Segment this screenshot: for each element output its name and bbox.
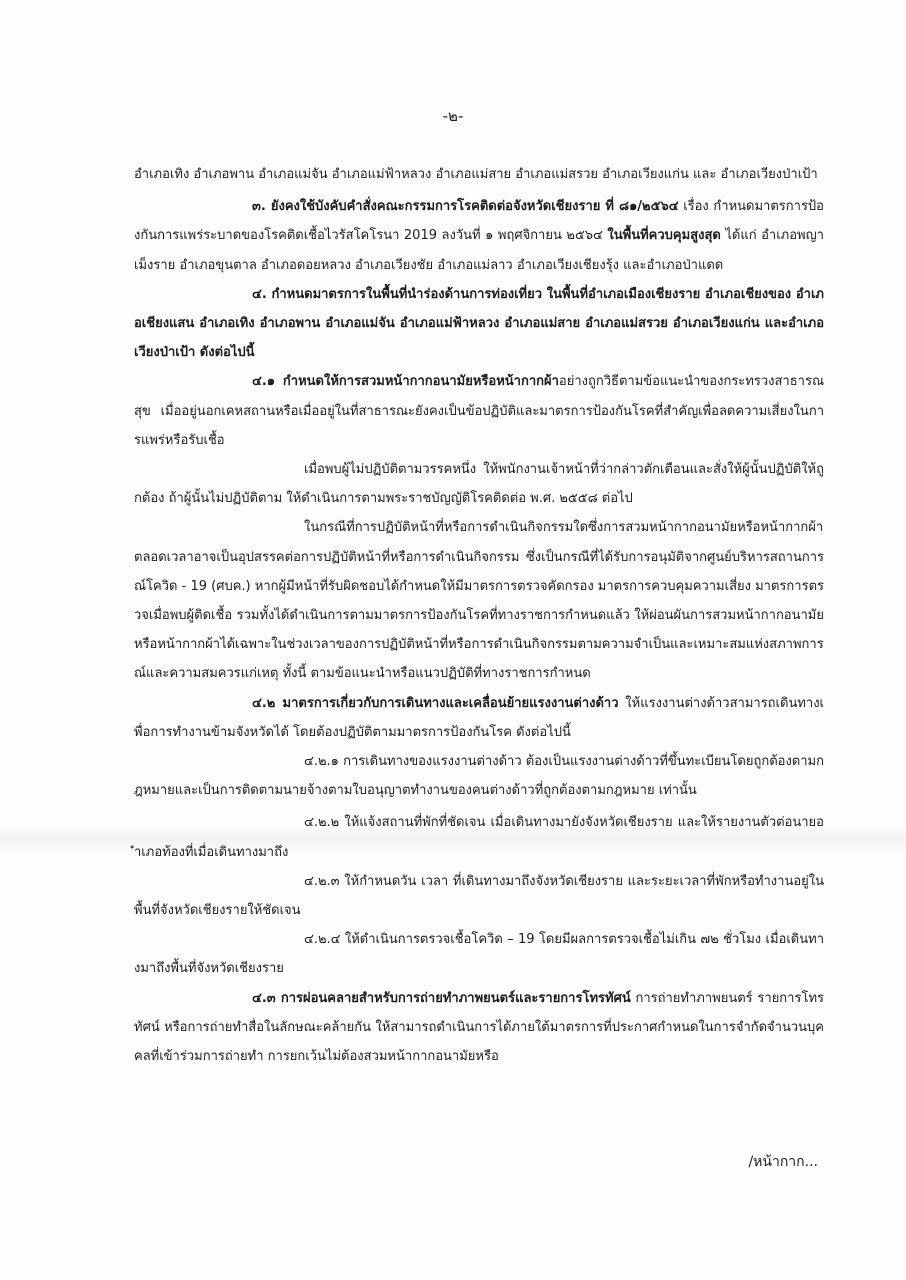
paragraph-4-1-heading: ๔.๑ กำหนดให้การสวมหน้ากากอนามัยหรือหน้ากากผ้า [252, 374, 559, 390]
paragraph-4-3 [134, 984, 824, 1072]
paragraph-4-2-1: ๔.๒.๑ การเดินทางของแรงงานต่างด้าว ต้องเป็นแรงงานต่างด้าวที่ขึ้นทะเบียนโดยถูกต้องตามกฎหมายและเป็นการติดตามนายจ้างตามใบอนุญาตทำงานของคนต่างด้าวที่ถูกต้องตามกฎหมาย เท่านั้น [134, 754, 824, 799]
document-body [134, 160, 824, 1071]
paragraph-3-text-a: เรื่อง กำหนดมาตรการป้องกันการแพร่ระบาดของโรคติดเชื้อไวรัสโคโรนา 2019 ลงวันที่ ๑ พฤศจิกายน ๒๕๖๔ [134, 199, 824, 244]
paragraph-4-2-2: ๔.๒.๒ ให้แจ้งสถานที่พักที่ชัดเจน เมื่อเดินทางมายังจังหวัดเชียงราย และให้รายงานตัวต่อนายอำเภอท้องที่เมื่อเดินทางมาถึง [134, 815, 824, 860]
paragraph-4-3-text: การถ่ายทำภาพยนตร์ รายการโทรทัศน์ หรือการถ่ายทำสื่อในลักษณะคล้ายกัน ให้สามารถดำเนินการได้ภายใต้มาตรการที่ประกาศกำหนดในการจำกัดจำนวนบุคคลที่เข้าร่วมการถ่ายทำ การยกเว้นไม่ต้องสวมหน้ากากอนามัยหรือ [134, 990, 824, 1065]
paragraph-4-1-b: เมื่อพบผู้ไม่ปฏิบัติตามวรรคหนึ่ง ให้พนักงานเจ้าหน้าที่ว่ากล่าวตักเตือนและสั่งให้ผู้นั้นปฏิบัติให้ถูกต้อง ถ้าผู้นั้นไม่ปฏิบัติตาม ให้ดำเนินการตามพระราชบัญญัติโรคติดต่อ พ.ศ. ๒๕๕๘ ต่อไป [134, 462, 824, 507]
paragraph-4 [134, 280, 824, 368]
paragraph-4-2-4: ๔.๒.๔ ให้ดำเนินการตรวจเชื้อโควิด – 19 โดยมีผลการตรวจเชื้อไม่เกิน ๗๒ ชั่วโมง เมื่อเดินทางมาถึงพื้นที่จังหวัดเชียงราย [134, 932, 824, 977]
page-number: -๒- [442, 107, 464, 125]
paragraph-4-3-heading: ๔.๓ การผ่อนคลายสำหรับการถ่ายทำภาพยนตร์และรายการโทรทัศน์ [252, 990, 631, 1006]
paragraph-4-1-text: อย่างถูกวิธีตามข้อแนะนำของกระทรวงสาธารณสุข เมื่ออยู่นอกเคหสถานหรือเมื่ออยู่ในที่สาธารณะยังคงเป็นข้อปฏิบัติและมาตรการป้องกันโรคที่สำคัญเพื่อลดความเสี่ยงในการแพร่หรือรับเชื้อ [134, 374, 824, 448]
paragraph-4-heading: ๔. กำหนดมาตรการในพื้นที่นำร่องด้านการท่องเที่ยว ในพื้นที่อำเภอเมืองเชียงราย อำเภอเชียงของ อำเภอเชียงแสน อำเภอเทิง อำเภอพาน อำเภอแม่จัน อำเภอแม่ฟ้าหลวง อำเภอแม่สาย อำเภอแม่สรวย อำเภอเวียงแก่น และอำเภอเวียงป่าเป้า ดังต่อไปนี้ [134, 286, 824, 361]
paragraph-3 [134, 192, 824, 280]
paragraph-4-1-c: ในกรณีที่การปฏิบัติหน้าที่หรือการดำเนินกิจกรรมใดซึ่งการสวมหน้ากากอนามัยหรือหน้ากากผ้าตลอดเวลาอาจเป็นอุปสรรคต่อการปฏิบัติหน้าที่หรือการดำเนินกิจกรรม ซึ่งเป็นกรณีที่ได้รับการอนุมัติจากศูนย์บริหารสถานการณ์โควิด - 19 (ศบค.) หากผู้มีหน้าที่รับผิดชอบได้กำหนดให้มีมาตรการตรวจคัดกรอง มาตรการควบคุมความเสี่ยง มาตรการตรวจเมื่อพบผู้ติดเชื้อ รวมทั้งได้ดำเนินการตามมาตรการป้องกันโรคที่ทางราชการกำหนดแล้ว ให้ผ่อนผันการสวมหน้ากากอนามัยหรือหน้ากากผ้าได้เฉพาะในช่วงเวลาของการปฏิบัติหน้าที่หรือการดำเนินกิจกรรมตามความจำเป็นและเหมาะสมแห่งสภาพการณ์และความสมควรแก่เหตุ ทั้งนี้ ตามข้อแนะนำหรือแนวปฏิบัติที่ทางราชการกำหนด [134, 520, 824, 682]
paragraph-4-2 [134, 689, 824, 747]
paragraph-4-2-text: ให้แรงงานต่างด้าวสามารถเดินทางเพื่อการทำงานข้ามจังหวัดได้ โดยต้องปฏิบัติตามมาตรการป้องกันโรค ดังต่อไปนี้ [134, 695, 824, 740]
paragraph-districts: อำเภอเทิง อำเภอพาน อำเภอแม่จัน อำเภอแม่ฟ้าหลวง อำเภอแม่สาย อำเภอแม่สรวย อำเภอเวียงแก่น และ อำเภอเวียงป่าเป้า [134, 167, 818, 182]
paragraph-4-1 [134, 367, 824, 455]
paragraph-3-heading: ๓. ยังคงใช้บังคับคำสั่งคณะกรรมการโรคติดต่อจังหวัดเชียงราย ที่ ๘๑/๒๕๖๔ [252, 199, 679, 215]
paragraph-4-2-heading: ๔.๒ มาตรการเกี่ยวกับการเดินทางและเคลื่อนย้ายแรงงานต่างด้าว [252, 695, 619, 711]
paragraph-4-2-3: ๔.๒.๓ ให้กำหนดวัน เวลา ที่เดินทางมาถึงจังหวัดเชียงราย และระยะเวลาที่พักหรือทำงานอยู่ในพื้นที่จังหวัดเชียงรายให้ชัดเจน [134, 873, 824, 919]
paragraph-3-text-b: ได้แก่ อำเภอพญาเม็งราย อำเภอขุนตาล อำเภอดอยหลวง อำเภอเวียงชัย อำเภอแม่ลาว อำเภอเวียงเชียงรุ้ง และอำเภอป่าแดด [134, 228, 824, 273]
continuation-footer: /หน้ากาก... [748, 1154, 818, 1170]
paragraph-3-highlight: ในพื้นที่ควบคุมสูงสุด [607, 228, 721, 244]
